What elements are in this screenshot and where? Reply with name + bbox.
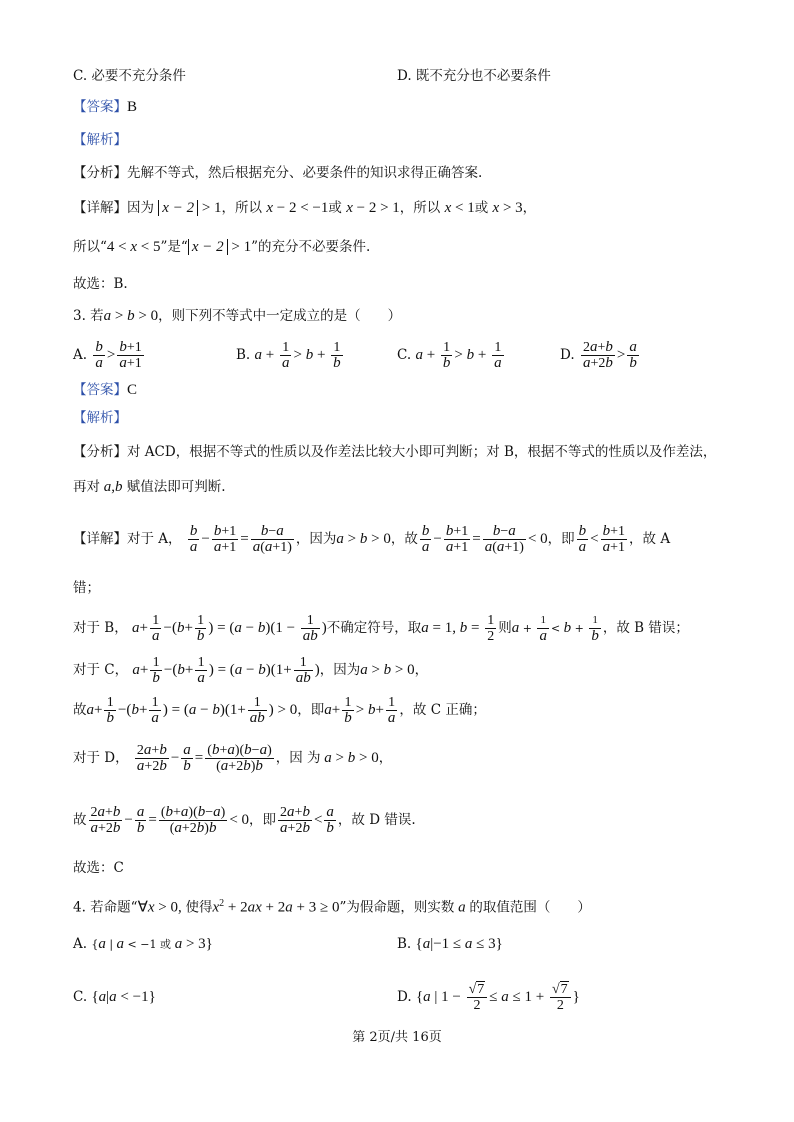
q3-answer: 【答案】C — [73, 382, 138, 398]
q2-option-d: D. 既不充分也不必要条件 — [397, 68, 551, 84]
q2-detail-line2: 所以“4 < x < 5”是“ x − 2 > 1”的充分不必要条件. — [73, 239, 371, 255]
q4-stem: 4. 若命题“∀x > 0, 使得$x^2 + 2ax + 2a + 3 \ge 0$”为假命题，则实数 a 的取值范围（ ） — [73, 898, 591, 916]
page-footer: 第 2页/共 16页 — [352, 1030, 442, 1045]
q3-detail-d2: 故 $\frac{2a+b}{a+2b}$ − $\frac{a}{b}$ = $\frac{(b+a)(b-a)}{(a+2b)b}$ < 0，即 $\frac{2a+b}{a+2b}$ < $\frac{a}{b}$ ，故 D 错误. — [73, 804, 416, 836]
q3-fenxi-1: 【分析】对 ACD，根据不等式的性质以及作差法比较大小即可判断；对 B，根据不等式的性质以及作差法， — [73, 444, 717, 460]
q2-detail-line1: 【详解】因为 x − 2 > 1，所以 x − 2 < −1或 x − 2 > 1，所以 x < 1或 x > 3， — [73, 200, 537, 216]
q3-option-d: D. $\frac{2a+b}{a+2b}$ > $\frac{a}{b}$ — [560, 339, 637, 371]
q3-option-b: B. a + $\frac{1}{a}$ > b + $\frac{1}{b}$ — [236, 340, 341, 371]
q3-analysis-tag: 【解析】 — [73, 410, 127, 426]
q2-choose: 故选：B. — [73, 276, 128, 292]
q3-choose: 故选：C — [73, 860, 124, 876]
q3-detail-b: 对于 B， a+ $\frac{1}{a}$ −(b+ $\frac{1}{b}$ ) = (a − b)(1 − $\frac{1}{ab}$ )不确定符号，取a = 1, b = $\frac{1}{2}$ 则a + $\frac{1}{a}$ < b + $\frac{1}{b}$ ，故 B 错误； — [73, 613, 689, 644]
q3-fenxi-2: 再对 a,b 赋值法即可判断. — [73, 479, 226, 495]
q3-detail-a: 【详解】对于 A， $\frac{b}{a}$ − $\frac{b+1}{a+1}$ = $\frac{b-a}{a(a+1)}$ ，因为a > b > 0，故 $\frac{b}{a}$ − $\frac{b+1}{a+1}$ = $\frac{b-a}{a(a+1)}$ < 0，即 $\frac{b}{a}$ < $\frac{b+1}{a+1}$ ，故 A — [73, 523, 671, 555]
q4-option-c: C. {a|a < −1} — [73, 989, 156, 1005]
q3-option-a: A. $\frac{b}{a}$ > $\frac{b+1}{a+1}$ — [73, 339, 142, 371]
q4-option-b: B. {a|−1 ≤ a ≤ 3} — [397, 936, 503, 952]
q3-detail-c: 对于 C， a+ $\frac{1}{b}$ −(b+ $\frac{1}{a}$ ) = (a − b)(1+ $\frac{1}{ab}$ )，因为a > b > 0， — [73, 655, 429, 686]
q3-detail-d: 对于 D， $\frac{2a+b}{a+2b}$ − $\frac{a}{b}$ = $\frac{(b+a)(b-a)}{(a+2b)b}$ ，因 为 a > b > 0， — [73, 742, 393, 774]
q3-detail-c2: 故a+ $\frac{1}{b}$ −(b+ $\frac{1}{a}$ ) = (a − b)(1+ $\frac{1}{ab}$ ) > 0，即a+ $\frac{1}{b}$ > b+ $\frac{1}{a}$ ，故 C 正确； — [73, 695, 486, 726]
q4-option-d: D. {a | 1 − $\frac{√7}{2}$ ≤ a ≤ 1 + $\frac{√7}{2}$ } — [397, 982, 580, 1013]
q3-detail-a-tail: 错； — [73, 580, 100, 596]
q2-analysis-tag: 【解析】 — [73, 132, 127, 148]
q2-fenxi: 【分析】先解不等式，然后根据充分、必要条件的知识求得正确答案. — [73, 165, 483, 181]
q3-stem: 3. 若a > b > 0，则下列不等式中一定成立的是（ ） — [73, 308, 402, 324]
q3-option-c: C. a + $\frac{1}{b}$ > b + $\frac{1}{a}$ — [397, 340, 502, 371]
q2-answer: 【答案】B — [73, 99, 138, 115]
q2-option-c: C. 必要不充分条件 — [73, 68, 186, 84]
q4-option-a: A. {a | a < −1 或 a > 3} — [73, 936, 213, 952]
